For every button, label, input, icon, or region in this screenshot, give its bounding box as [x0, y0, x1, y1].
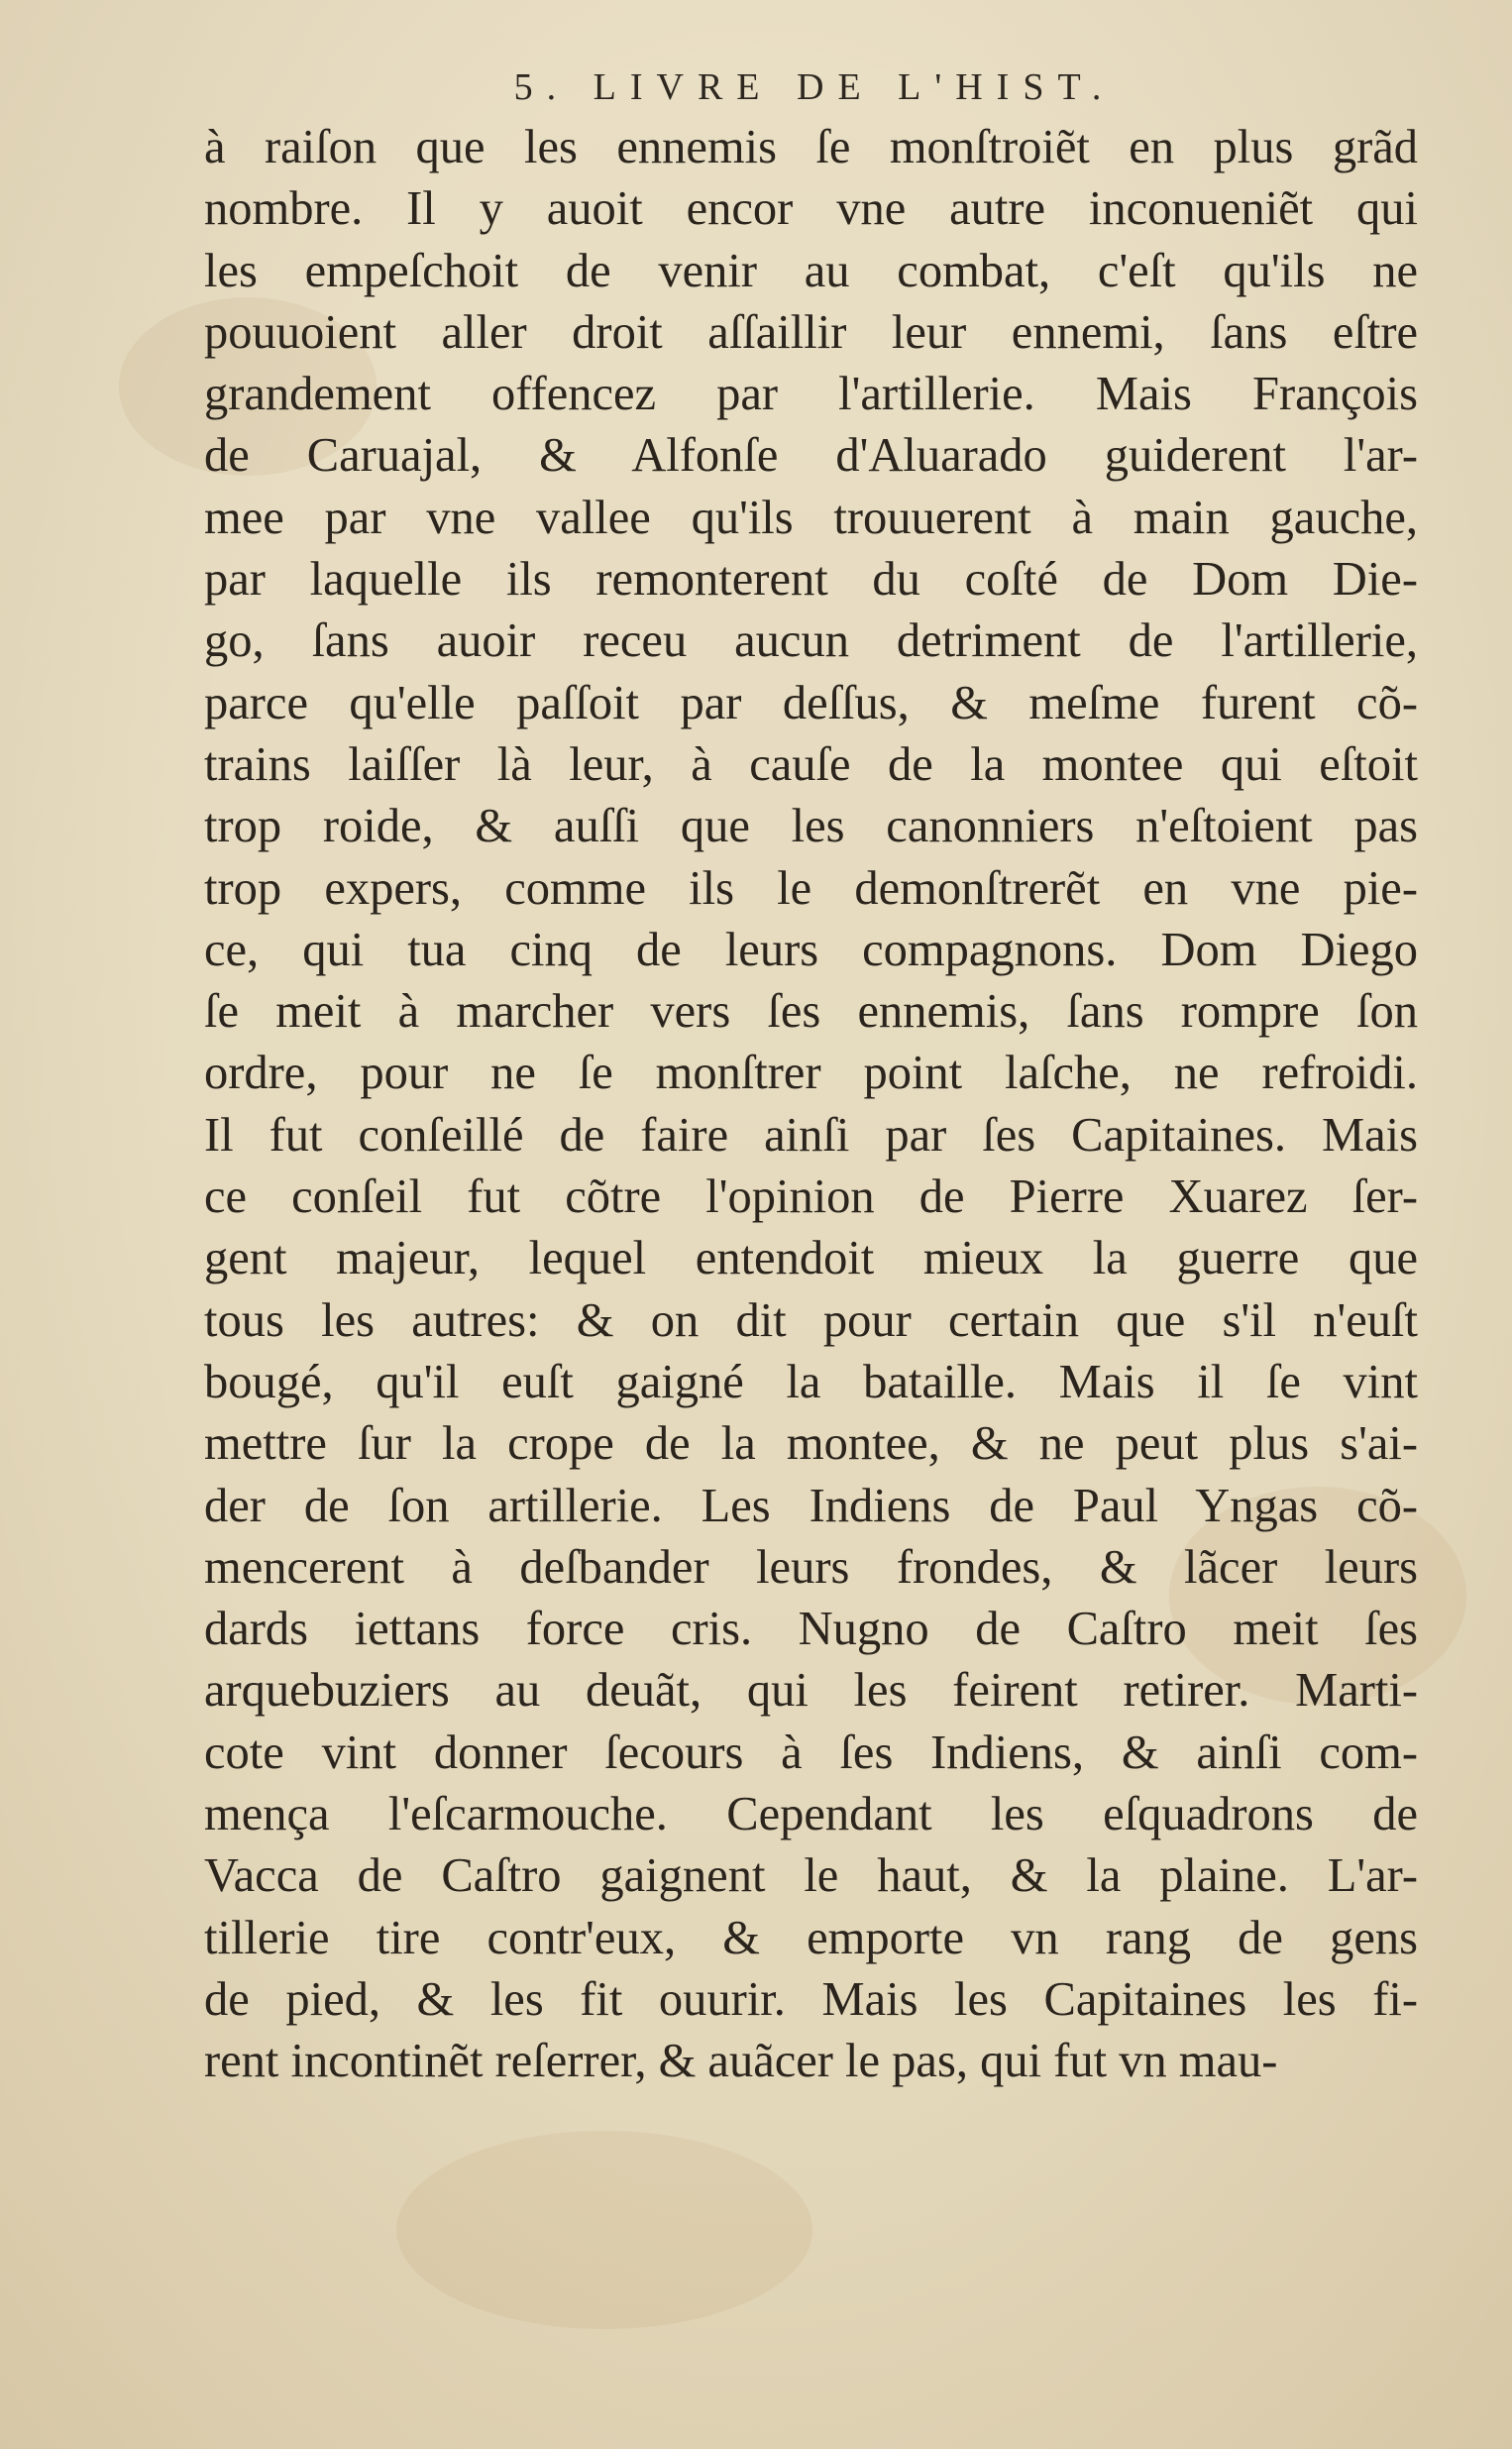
text-line: cote vint donner ſecours à ſes Indiens, & ainſi com- [204, 1725, 1418, 1779]
text-line: de pied, & les fit ouurir. Mais les Capitaines les fi- [204, 1972, 1418, 2026]
text-line: à raiſon que les ennemis ſe monſtroiẽt en plus grãd [204, 121, 1418, 173]
text-line: tillerie tire contr'eux, & emporte vn rang de gens [204, 1911, 1418, 1964]
text-line: mettre ſur la crope de la montee, & ne peut plus s'ai- [204, 1417, 1418, 1471]
paper-stain [396, 2131, 812, 2329]
running-head [0, 65, 1512, 109]
text-line: go, ſans auoir receu aucun detriment de l'artillerie, [204, 614, 1418, 668]
text-line: parce qu'elle paſſoit par deſſus, & meſme furent cõ- [204, 676, 1418, 729]
text-line: trop expers, comme ils le demonſtrerẽt en vne pie- [204, 861, 1418, 915]
text-line: pouuoient aller droit aſſaillir leur ennemi, ſans eſtre [204, 305, 1418, 359]
text-line: der de ſon artillerie. Les Indiens de Paul Yngas cõ- [204, 1479, 1418, 1532]
text-line: ce conſeil fut cõtre l'opinion de Pierre Xuarez ſer- [204, 1170, 1418, 1224]
text-line: trop roide, & auſſi que les canonniers n'eſtoient pas [204, 800, 1418, 853]
text-line: mee par vne vallee qu'ils trouuerent à main gauche, [204, 491, 1418, 544]
text-line: dards iettans force cris. Nugno de Caſtro meit ſes [204, 1603, 1418, 1656]
text-line: mencerent à deſbander leurs frondes, & lãcer leurs [204, 1540, 1418, 1594]
text-line: Il fut conſeillé de faire ainſi par ſes Capitaines. Mais [204, 1108, 1418, 1162]
text-line: tous les autres: & on dit pour certain que s'il n'euſt [204, 1293, 1418, 1347]
text-line: ordre, pour ne ſe monſtrer point laſche, ne refroidi. [204, 1047, 1418, 1100]
text-line: de Caruajal, & Alfonſe d'Aluarado guiderent l'ar- [204, 429, 1418, 483]
text-line: nombre. Il y auoit encor vne autre inconueniẽt qui [204, 182, 1418, 236]
text-line: gent majeur, lequel entendoit mieux la guerre que [204, 1232, 1418, 1285]
text-line: mença l'eſcarmouche. Cependant les eſquadrons de [204, 1788, 1418, 1841]
running-head-text: 5. LIVRE DE L'HIST. [513, 66, 1116, 108]
text-line: par laquelle ils remonterent du coſté de Dom Die- [204, 553, 1418, 607]
text-line: ce, qui tua cinq de leurs compagnons. Dom Diego [204, 923, 1418, 976]
text-line: rent incontinẽt reſerrer, & auãcer le pas, qui fut vn mau- [204, 2035, 1278, 2088]
text-line: bougé, qu'il euſt gaigné la bataille. Mais il ſe vint [204, 1355, 1418, 1408]
body-text [204, 117, 1418, 2093]
text-line: arquebuziers au deuãt, qui les feirent retirer. Marti- [204, 1664, 1418, 1718]
text-line: ſe meit à marcher vers ſes ennemis, ſans rompre ſon [204, 985, 1418, 1039]
text-line: les empeſchoit de venir au combat, c'eſt qu'ils ne [204, 244, 1418, 297]
text-line: Vacca de Caſtro gaignent le haut, & la plaine. L'ar- [204, 1849, 1418, 1903]
text-line: trains laiſſer là leur, à cauſe de la montee qui eſtoit [204, 737, 1418, 791]
text-line: grandement offencez par l'artillerie. Mais François [204, 368, 1418, 421]
